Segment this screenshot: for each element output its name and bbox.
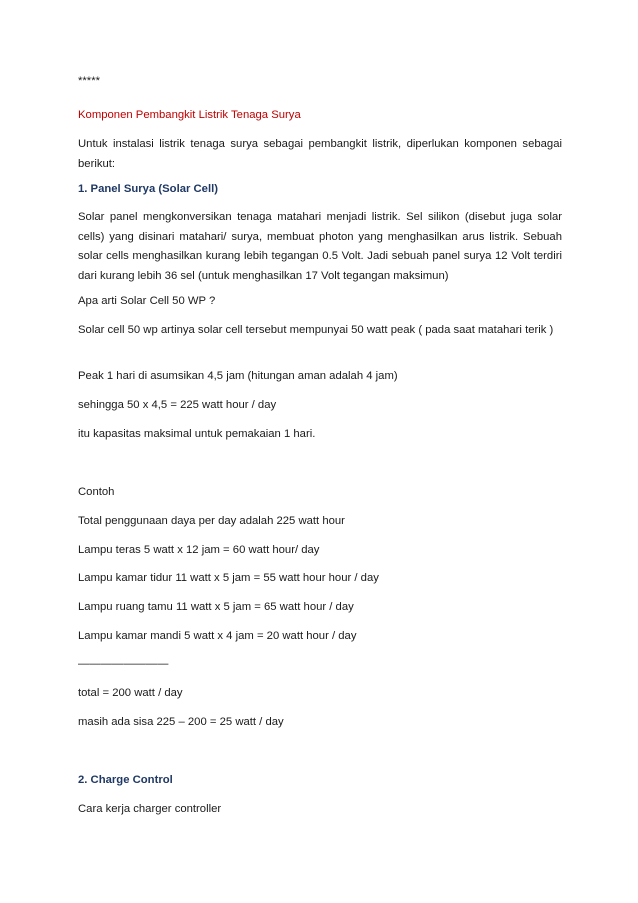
document-title: Komponen Pembangkit Listrik Tenaga Surya <box>78 109 301 121</box>
lamp-teras-line: Lampu teras 5 watt x 12 jam = 60 watt hour/ day <box>78 544 320 556</box>
example-label: Contoh <box>78 486 115 498</box>
lamp-ruang-tamu-line: Lampu ruang tamu 11 watt x 5 jam = 65 watt hour / day <box>78 601 354 613</box>
lamp-kamar-mandi-line: Lampu kamar mandi 5 watt x 4 jam = 20 watt hour / day <box>78 630 357 642</box>
section-heading-solar-panel: 1. Panel Surya (Solar Cell) <box>78 183 219 195</box>
total-usage-line: Total penggunaan daya per day adalah 225 watt hour <box>78 515 345 527</box>
charge-control-text: Cara kerja charger controller <box>78 803 222 815</box>
question-line: Apa arti Solar Cell 50 WP ? <box>78 295 216 307</box>
remaining-line: masih ada sisa 225 – 200 = 25 watt / day <box>78 716 284 728</box>
section-heading-charge-control: 2. Charge Control <box>78 774 173 786</box>
answer-paragraph: Solar cell 50 wp artinya solar cell tersebut mempunyai 50 watt peak ( pada saat matahari terik ) <box>78 324 554 336</box>
peak-hours-line: Peak 1 hari di asumsikan 4,5 jam (hitungan aman adalah 4 jam) <box>78 370 398 382</box>
stars-separator: ***** <box>78 75 100 87</box>
capacity-note-line: itu kapasitas maksimal untuk pemakaian 1 hari. <box>78 428 316 440</box>
intro-paragraph: Untuk instalasi listrik tenaga surya sebagai pembangkit listrik, diperlukan komponen sebagai berikut: <box>78 138 562 170</box>
lamp-kamar-tidur-line: Lampu kamar tidur 11 watt x 5 jam = 55 watt hour hour / day <box>78 572 379 584</box>
solar-panel-paragraph: Solar panel mengkonversikan tenaga matahari menjadi listrik. Sel silikon (disebut juga solar cells) yang disinari matahari/ surya, membuat photon yang menghasilkan arus listrik. Sebuah solar cells menghasilkan kurang lebih tegangan 0.5 Volt. Jadi sebuah panel surya 12 Volt terdiri dari kurang lebih 36 sel (untuk menghasilkan 17 Volt tegangan maksimun) <box>78 211 562 282</box>
separator-line: ———————— <box>78 658 169 670</box>
total-line: total = 200 watt / day <box>78 687 183 699</box>
calculation-line: sehingga 50 x 4,5 = 225 watt hour / day <box>78 399 277 411</box>
